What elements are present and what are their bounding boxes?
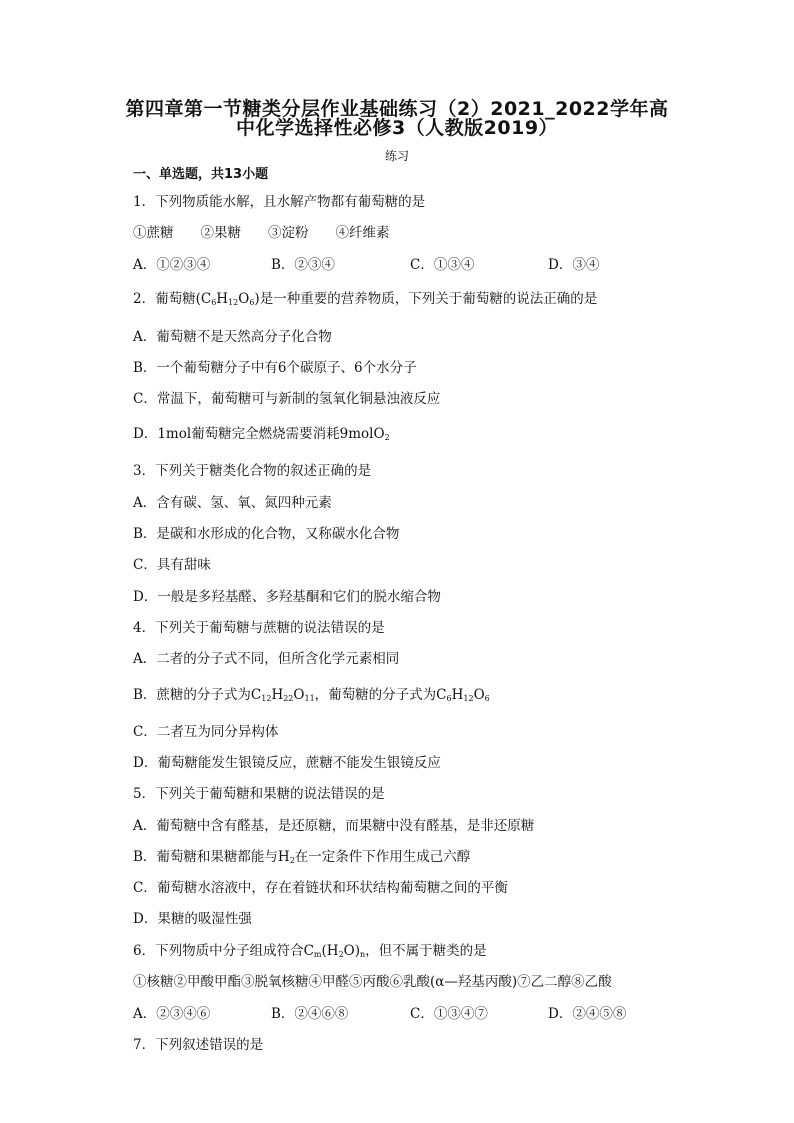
q6-stem: 6．下列物质中分子组成符合$C_m(H_2O)_n$，但不属于糖类的是: [133, 943, 487, 959]
q5-option-a: A．葡萄糖中含有醛基，是还原糖，而果糖中没有醛基，是非还原糖: [133, 818, 535, 834]
q4-option-c: C．二者互为同分异构体: [133, 724, 279, 740]
q6-option-c: C．①③④⑦: [410, 1006, 488, 1022]
section-heading: 一、单选题，共13小题: [133, 167, 269, 182]
q4-option-b: B．蔗糖的分子式为$C_{12}H_{22}O_{11}$，葡萄糖的分子式为$C_6H_{12}O_6$: [133, 687, 490, 703]
q6-option-a: A．②③④⑥: [133, 1006, 211, 1022]
q7-stem: 7．下列叙述错误的是: [133, 1037, 264, 1053]
q1-option-c: C．①③④: [410, 257, 475, 273]
q1-option-a: A．①②③④: [133, 257, 211, 273]
q4-stem: 4．下列关于葡萄糖与蔗糖的说法错误的是: [133, 620, 385, 636]
q2-option-b: B．一个葡萄糖分子中有6个碳原子、6个水分子: [133, 360, 417, 376]
q1-option-b: B．②③④: [271, 257, 335, 273]
q5-option-b: B．葡萄糖和果糖都能与$H_2$在一定条件下作用生成己六醇: [133, 849, 471, 865]
q2-stem: 2．葡萄糖$(C_6H_{12}O_6)$是一种重要的营养物质，下列关于葡萄糖的说法正确的是: [133, 291, 598, 307]
q6-option-d: D．②④⑤⑧: [548, 1006, 627, 1022]
q5-option-c: C．葡萄糖水溶液中，存在着链状和环状结构葡萄糖之间的平衡: [133, 880, 508, 896]
q5-stem: 5．下列关于葡萄糖和果糖的说法错误的是: [133, 786, 385, 802]
q3-option-a: A．含有碳、氢、氧、氮四种元素: [133, 495, 332, 511]
q3-stem: 3．下列关于糖类化合物的叙述正确的是: [133, 463, 372, 479]
q3-option-b: B．是碳和水形成的化合物，又称碳水化合物: [133, 526, 400, 542]
q2-option-a: A．葡萄糖不是天然高分子化合物: [133, 329, 332, 345]
q3-option-d: D．一般是多羟基醛、多羟基酮和它们的脱水缩合物: [133, 589, 441, 605]
q1-option-d: D．③④: [548, 257, 600, 273]
title-line-2: 中化学选择性必修3（人教版2019）: [235, 117, 559, 139]
q2-option-d: D．1mol葡萄糖完全燃烧需要消耗9molO$_2$: [133, 426, 390, 442]
q4-option-a: A．二者的分子式不同，但所含化学元素相同: [133, 651, 400, 667]
q2-option-c: C．常温下，葡萄糖可与新制的氢氧化铜悬浊液反应: [133, 391, 441, 407]
title-line-1: 第四章第一节糖类分层作业基础练习（2）2021_2022学年高: [125, 98, 669, 120]
q1-stem: 1．下列物质能水解，且水解产物都有葡萄糖的是: [133, 194, 426, 210]
subtitle: 练习: [384, 149, 409, 163]
q5-option-d: D．果糖的吸湿性强: [133, 911, 252, 927]
q6-items: ①核糖②甲酸甲酯③脱氧核糖④甲醛⑤丙酸⑥乳酸(α—羟基丙酸)⑦乙二醇⑧乙酸: [133, 974, 612, 990]
q4-option-d: D．葡萄糖能发生银镜反应，蔗糖不能发生银镜反应: [133, 755, 441, 771]
q6-option-b: B．②④⑥⑧: [271, 1006, 349, 1022]
q3-option-c: C．具有甜味: [133, 557, 211, 573]
q1-items: ①蔗糖 ②果糖 ③淀粉 ④纤维素: [133, 225, 390, 241]
